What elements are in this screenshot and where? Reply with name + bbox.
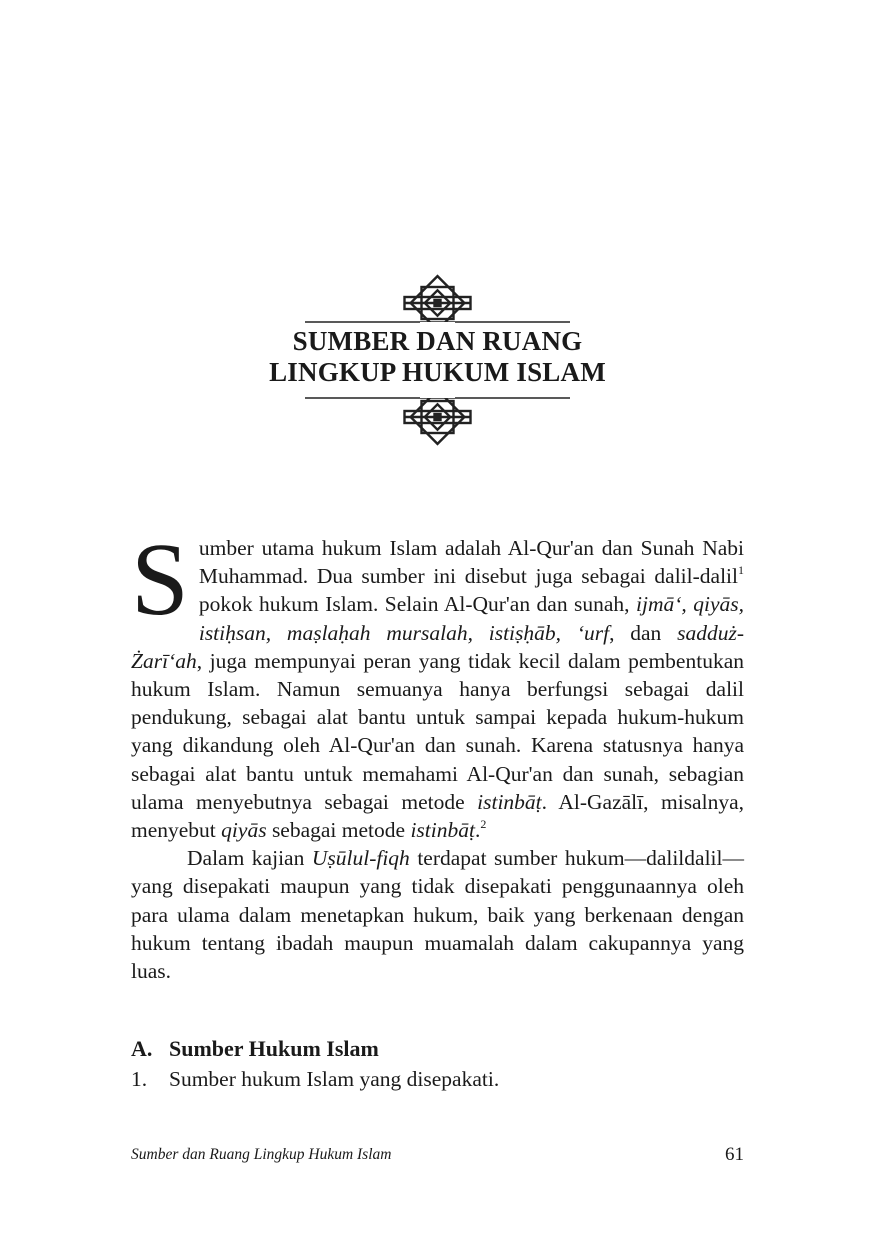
arabic-terms: ijmā‘, qiyās, istiḥsan, maṣlaḥah mursalah, istiṣḥāb, ‘urf	[198, 592, 744, 645]
paragraph-1-text: umber utama hukum Islam adalah Al-Qur'an dan Sunah Nabi Muhammad. Dua sumber ini disebut juga sebagai dalil-dalil	[198, 536, 744, 589]
chapter-title	[190, 326, 685, 388]
arabic-term: istinbāṭ	[477, 789, 542, 814]
footnote-ref-2[interactable]: 2	[480, 817, 487, 832]
list-item-text: Sumber hukum Islam yang disepakati.	[169, 1067, 500, 1091]
paragraph-1-text: , juga mempunyai peran yang tidak kecil dalam pembentukan hukum Islam. Namun semuanya hanya berfungsi sebagai dalil pendukung, sebagai alat bantu untuk sampai kepada hukum-hukum yang dikandung oleh Al-Qur'an dan sunah. Karena statusnya hanya sebagai alat bantu untuk memahami Al-Qur'an dan sunah, sebagian ulama menyebutnya sebagai metode	[131, 648, 744, 814]
chapter-title-line1: SUMBER DAN RUANG	[292, 326, 583, 356]
section-letter: A.	[131, 1036, 153, 1061]
paragraph-2-text: terdapat sumber hukum—dalildalil—yang disepakati maupun yang tidak disepakati penggunaannya oleh para ulama dalam menetapkan hukum, baik yang berkenaan dengan hukum tentang ibadah maupun muamalah dalam cakupannya yang luas.	[131, 846, 744, 984]
list-number: 1.	[131, 1067, 148, 1091]
paragraph-2	[131, 844, 744, 985]
arabic-term: istinbāṭ	[410, 818, 475, 843]
running-footer-title: Sumber dan Ruang Lingkup Hukum Islam	[131, 1146, 392, 1163]
paragraph-1-text: sebagai metode	[266, 818, 411, 843]
body-text	[131, 522, 744, 985]
paragraph-1-text: . Al-Gazālī, misalnya, menyebut	[131, 789, 744, 843]
drop-cap: S	[131, 522, 189, 637]
paragraph-1-text: .	[474, 818, 481, 843]
arabic-term: sadduż-Żarī‘ah	[131, 620, 744, 673]
section-heading	[131, 1036, 379, 1062]
ornament-top	[300, 272, 575, 332]
paragraph-1-text: , dan	[609, 620, 678, 645]
paragraph-1-text: pokok hukum Islam. Selain Al-Qur'an dan sunah,	[198, 592, 637, 617]
list-item	[131, 1067, 499, 1092]
paragraph-1	[131, 522, 744, 844]
footnote-ref-1[interactable]: 1	[738, 563, 744, 578]
ornament-bottom	[300, 388, 575, 448]
section-heading-text: Sumber Hukum Islam	[169, 1036, 379, 1061]
paragraph-2-text: Dalam kajian	[187, 846, 312, 871]
page-number: 61	[725, 1144, 744, 1165]
arabic-term: qiyās	[221, 818, 267, 843]
arabic-term: Uṣūlul-fiqh	[311, 846, 410, 871]
chapter-title-line2: LINGKUP HUKUM ISLAM	[269, 357, 606, 387]
